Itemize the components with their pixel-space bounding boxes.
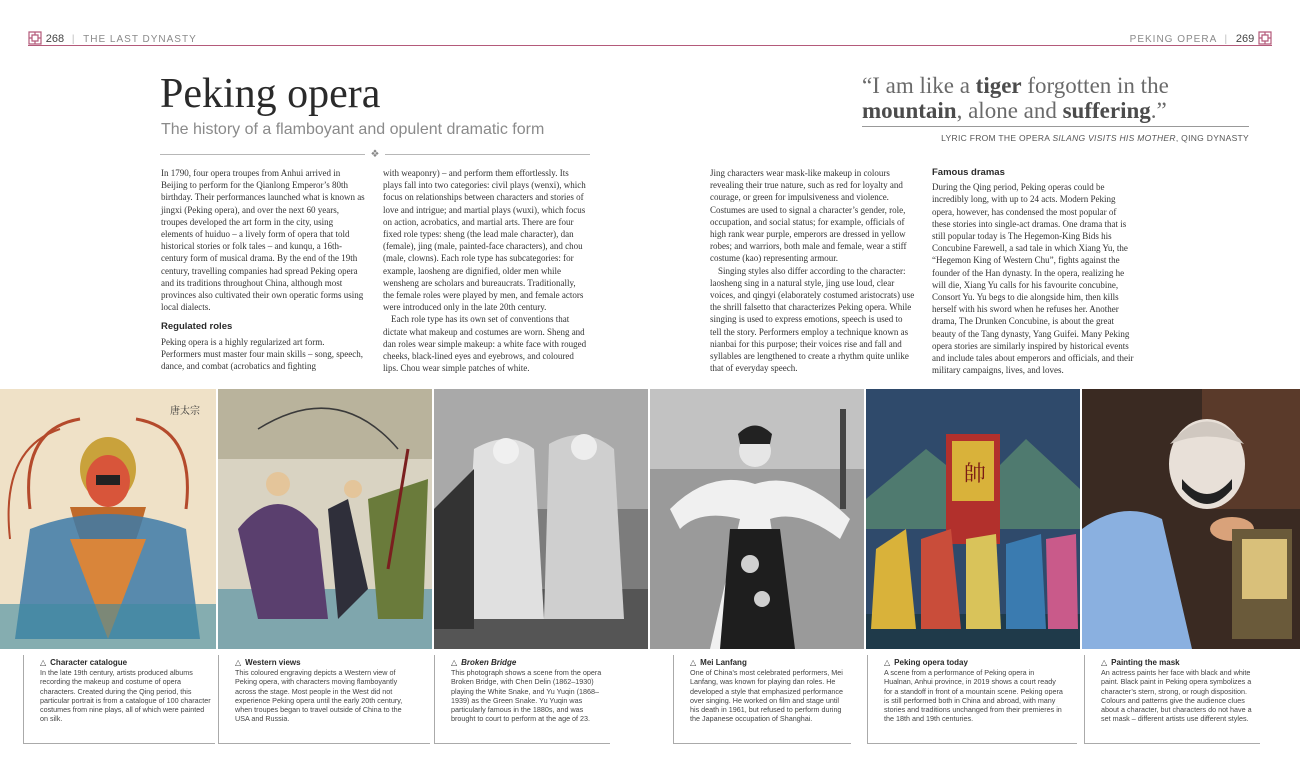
page-subtitle: The history of a flamboyant and opulent dramatic form: [161, 121, 545, 138]
left-running-header: [28, 31, 197, 45]
left-page-number: 268: [45, 33, 65, 45]
body-paragraph: Jing characters wear mask-like makeup in colours revealing their true nature, such as red for loyalty and courage, or green for impulsiveness and violence. Costumes are used to signal a character’s gender, role, occupation, and social status; for example, officials of high rank wear purple, emperors are dressed in yellow robes; and warriors, both male and female, wear a stiff costume (kao) representing armour.: [710, 168, 907, 264]
body-paragraph: with weaponry) – and perform them effortlessly. Its plays fall into two categories: civil plays (wenxi), which focus on relationships between characters and stories of love and intrigue; and martial plays (wuxi), which focus on action, acrobatics, and martial arts. There are four fixed role types: sheng (the lead male character), dan (female), jing (male, painted-face characters), and chou (male, clowns). Each role type has subcategories: for example, laosheng are dignified, older men while wensheng are scholars and bureaucrats. Traditionally, the female roles were played by men, and female actors were introduced only in the late 20th century.: [383, 168, 586, 313]
triangle-marker-icon: △: [1101, 658, 1108, 667]
body-paragraph: Peking opera is a highly regularized art form. Performers must master four main skills – song, speech, dance, and combat (acrobatics and fighting: [161, 336, 363, 372]
body-column-3: [710, 167, 915, 374]
right-section-label: PEKING OPERA: [1129, 34, 1217, 45]
triangle-marker-icon: △: [235, 658, 242, 667]
quote-source: LYRIC FROM THE OPERA SILANG VISITS HIS MOTHER, QING DYNASTY: [941, 133, 1249, 143]
caption-title: Painting the mask: [1111, 658, 1180, 667]
header-separator: |: [71, 34, 76, 45]
caption-broken-bridge: [434, 655, 610, 745]
right-page-number: 269: [1235, 33, 1255, 45]
caption-peking-opera-today: [867, 655, 1077, 745]
photo-broken-bridge: [434, 389, 648, 649]
photo-strip: [0, 389, 1300, 649]
triangle-marker-icon: △: [884, 658, 891, 667]
caption-text: In the late 19th century, artists produced albums recording the makeup and costume of opera characters. Created during the Qing period, this particular portrait is from a catalogue of 100 character costumes from nine plays, all of which were painted on silk.: [40, 668, 211, 724]
banner-character: 帥: [964, 462, 987, 487]
page-title: Peking opera: [160, 71, 381, 117]
body-paragraph: During the Qing period, Peking operas could be incredibly long, with up to 24 acts. Modern Peking opera, however, has condensed the most popular of these stories into single-act dramas. One drama that is still popular today is The Hegemon-King Bids his Concubine Farewell, a sad tale in which Xiang Yu, the “Hegemon King of Western Chu”, fights against the founder of the Han dynasty. In the opera, realizing he will die, Xiang Yu calls for his favourite concubine, Consort Yu. Yu begs to die alongside him, then kills herself with his sword when he refuses her. Another drama, The Drunken Concubine, is about the great beauty of the Tang dynasty, Yang Guifei. Many Peking opera stories are similarly inspired by historical events and include tales about emperors and officials, and their military campaigns, lives, and loves.: [932, 182, 1134, 376]
caption-title: Western views: [245, 658, 301, 667]
body-paragraph: Each role type has its own set of conventions that dictate what makeup and costumes are worn. Sheng and dan roles wear simple makeup: a white face with rouged cheeks, black-lined eyes and eyebrows, and coloured lips. Chou wear simple patches of white.: [383, 314, 587, 374]
body-paragraph: Singing styles also differ according to the character: laosheng sing in a natural style, jing use loud, clear voices, and qingyi (elaborately costumed aristocrats) use the shrill falsetto that characterizes Peking opera. While singing is used to express emotions, speech is used to tell the story. Performers employ a technique known as nianbai for this purpose; their voices rise and fall and syllables are lengthened to create a rhythm quite unlike that of everyday speech.: [710, 265, 915, 374]
caption-text: This coloured engraving depicts a Western view of Peking opera, with characters moving flamboyantly across the stage. Most people in the West did not experience Peking opera until the early 20th century, when troupes began to travel outside of China to the USA and Russia.: [235, 668, 403, 724]
fret-ornament-icon: [28, 31, 42, 45]
photo-painting-the-mask: [1082, 389, 1300, 649]
svg-text:唐太宗: 唐太宗: [170, 406, 200, 417]
triangle-marker-icon: △: [40, 658, 47, 667]
body-column-2: [383, 167, 588, 374]
quote-emphasis-tiger: tiger: [975, 73, 1022, 98]
quote-emphasis-mountain: mountain: [862, 98, 957, 123]
caption-text: One of China’s most celebrated performers, Mei Lanfang, was known for playing dan roles. He developed a style that emphasized performance over singing. He worked on film and stage until his death in 1961, but refused to perform during the Japanese occupation of Shanghai.: [690, 668, 844, 724]
photo-mei-lanfang: [650, 389, 864, 649]
quote-rule: [862, 126, 1249, 127]
body-paragraph: In 1790, four opera troupes from Anhui arrived in Beijing to perform for the Qianlong Emperor’s 80th birthday. Their performances launched what is known as jingxi (Peking opera), and over the next 60 years, troupes developed the art form in the city, using elements of huiduo – a lively form of opera that told historical stories or folk tales – and kunqu, a 16th-century form of musical drama. By the end of the 19th century, travelling companies had spread Peking opera and its traditions throughout China, although most provinces also cultivated their own operatic forms using local dialects.: [161, 168, 365, 313]
right-running-header: [1130, 31, 1272, 45]
left-section-label: THE LAST DYNASTY: [83, 34, 197, 45]
title-divider: [160, 151, 590, 159]
body-column-1: [161, 167, 366, 372]
caption-text: This photograph shows a scene from the opera Broken Bridge, with Chen Delin (1862–1930) playing the White Snake, and Yu Yuqin (1868–1939) as the Green Snake. Yu Yuqin was particularly famous in the 1880s, and was brought to court to perform at the age of 23.: [451, 668, 602, 724]
caption-western-views: [218, 655, 430, 745]
header-rule-left: [28, 45, 650, 46]
caption-title: Broken Bridge: [461, 658, 517, 667]
pull-quote: “I am like a tiger forgotten in the mountain, alone and suffering.”: [862, 73, 1169, 123]
triangle-marker-icon: △: [690, 658, 697, 667]
caption-mei-lanfang: [673, 655, 851, 745]
subheading-regulated-roles: Regulated roles: [161, 321, 233, 333]
caption-title: Mei Lanfang: [700, 658, 747, 667]
photo-character-catalogue: [0, 389, 216, 649]
caption-title: Character catalogue: [50, 658, 128, 667]
caption-text: An actress paints her face with black and white paint. Black paint in Peking opera symbolizes a character’s stern, strong, or rough disposition. Colours and patterns give the audience clues about a character, but characters do not have a set mask – different artists use different styles.: [1101, 668, 1252, 724]
subheading-famous-dramas: Famous dramas: [932, 167, 1005, 178]
photo-western-views: [218, 389, 432, 649]
caption-character-catalogue: [23, 655, 215, 745]
triangle-marker-icon: △: [451, 658, 458, 667]
quote-emphasis-suffering: suffering: [1062, 98, 1151, 123]
photo-peking-opera-today: [866, 389, 1080, 649]
header-rule-right: [650, 45, 1272, 46]
fret-ornament-icon: [1258, 31, 1272, 45]
caption-painting-the-mask: [1084, 655, 1260, 745]
knot-ornament-icon: ❖: [370, 149, 380, 160]
header-separator: |: [1224, 34, 1229, 45]
caption-title: Peking opera today: [894, 658, 968, 667]
caption-text: A scene from a performance of Peking opera in Hualnan, Anhui province, in 2019 shows a court ready for a standoff in front of a mountain scene. Peking opera is still performed both in China and abroad, with many stories and traditions unchanged from their premieres in the 18th and 19th centuries.: [884, 668, 1063, 724]
body-column-4: [932, 167, 1137, 376]
